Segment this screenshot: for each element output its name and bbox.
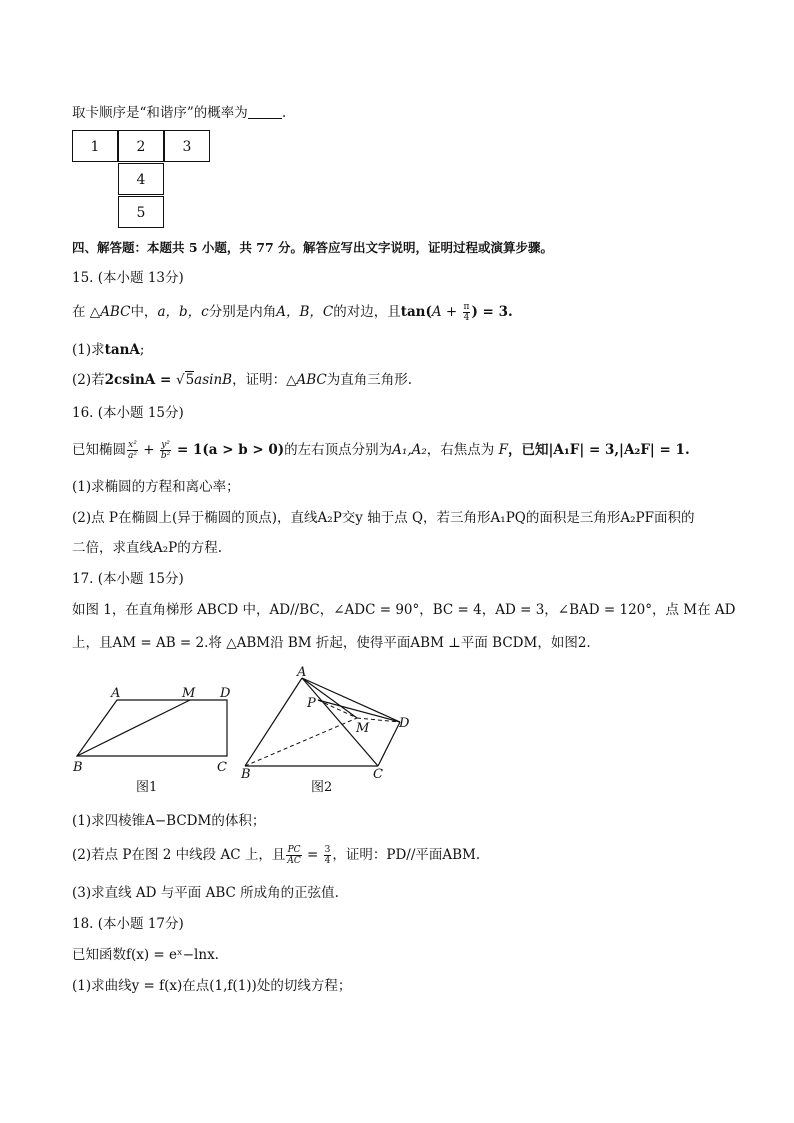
q16-part1: (1)求椭圆的方程和离心率； (72, 479, 240, 495)
q16-stem: 已知椭圆 $\frac{\text{x²}}{\text{a²}}$ + $\frac{\text{y²}}{\text{b²}}$ = 1(a > b > 0)的左右顶点分别为A₁,A₂，右焦点为 F，已知|A₁F| = 3,|A₂F| = 1. (72, 440, 690, 461)
q17-stem-line2: 上，且AM = AB = 2.将 △ABM沿 BM 折起，使得平面ABM ⊥平面 BCDM，如图2. (72, 635, 591, 651)
q15-part1: (1)求tanA; (72, 342, 145, 358)
label-a: A (297, 665, 307, 680)
card-4: 4 (118, 163, 164, 195)
label-d: D (220, 686, 231, 701)
q18-part1: (1)求曲线y = f(x)在点(1,f(1))处的切线方程； (72, 978, 352, 994)
card-5: 5 (118, 196, 164, 228)
label-m: M (182, 686, 196, 701)
label-c: C (373, 767, 383, 782)
q18-title: 18. (本小题 17分) (72, 916, 184, 932)
q16-part2-line1: (2)点 P在椭圆上(异于椭圆的顶点)，直线A₂P交y 轴于点 Q，若三角形A₁PQ的面积是三角形A₂PF面积的 (72, 510, 695, 526)
segment-bm (77, 700, 190, 756)
q14-tail-line: 取卡顺序是“和谐序”的概率为 . (72, 105, 287, 121)
figure-1-trapezoid (60, 670, 250, 800)
q15-stem: 在 △ABC中，a，b，c分别是内角A，B，C的对边，且tan(A + $\frac{\pi}{4}$ ) = 3. (72, 302, 513, 323)
q16-part2-line2: 二倍，求直线A₂P的方程. (72, 540, 223, 556)
trapezoid-abcd (77, 700, 227, 756)
q18-stem: 已知函数f(x) = eˣ−lnx. (72, 947, 219, 963)
q15-title: 15. (本小题 13分) (72, 270, 184, 286)
label-b: B (73, 760, 83, 775)
q17-part1: (1)求四棱锥A−BCDM的体积； (72, 813, 266, 829)
figure-2-caption: 图2 (311, 780, 333, 795)
label-m: M (356, 721, 370, 736)
q17-part2: (2)若点 P在图 2 中线段 AC 上，且 $\frac{PC}{AC}$ = $\frac{3}{4}$ ，证明：PD//平面ABM. (72, 845, 481, 866)
q14-tail-text: 取卡顺序是“和谐序”的概率为 (72, 105, 248, 121)
q17-title: 17. (本小题 15分) (72, 571, 184, 587)
pi-over-four: $\frac{\pi}{4}$ (463, 302, 470, 323)
q17-stem-line1: 如图 1，在直角梯形 ABCD 中，AD//BC，∠ADC = 90°，BC = 4，AD = 3，∠BAD = 120°，点 M在 AD (72, 602, 736, 618)
card-3: 3 (164, 130, 210, 162)
card-2: 2 (118, 130, 164, 162)
label-c: C (217, 760, 227, 775)
label-b: B (241, 767, 251, 782)
figure-1-caption: 图1 (136, 780, 158, 795)
label-d: D (399, 716, 410, 731)
card-1: 1 (72, 130, 118, 162)
section-heading: 四、解答题：本题共 5 小题，共 77 分。解答应写出文字说明，证明过程或演算步骤。 (72, 240, 554, 255)
answer-blank[interactable] (248, 104, 282, 119)
label-a: A (111, 686, 121, 701)
q15-part2: (2)若2csinA = √5asinB，证明：△ABC为直角三角形. (72, 372, 413, 388)
figure-2-pyramid (235, 660, 425, 800)
q17-part3: (3)求直线 AD 与平面 ABC 所成角的正弦值. (72, 885, 339, 901)
label-p: P (307, 696, 316, 711)
q16-title: 16. (本小题 15分) (72, 405, 184, 421)
